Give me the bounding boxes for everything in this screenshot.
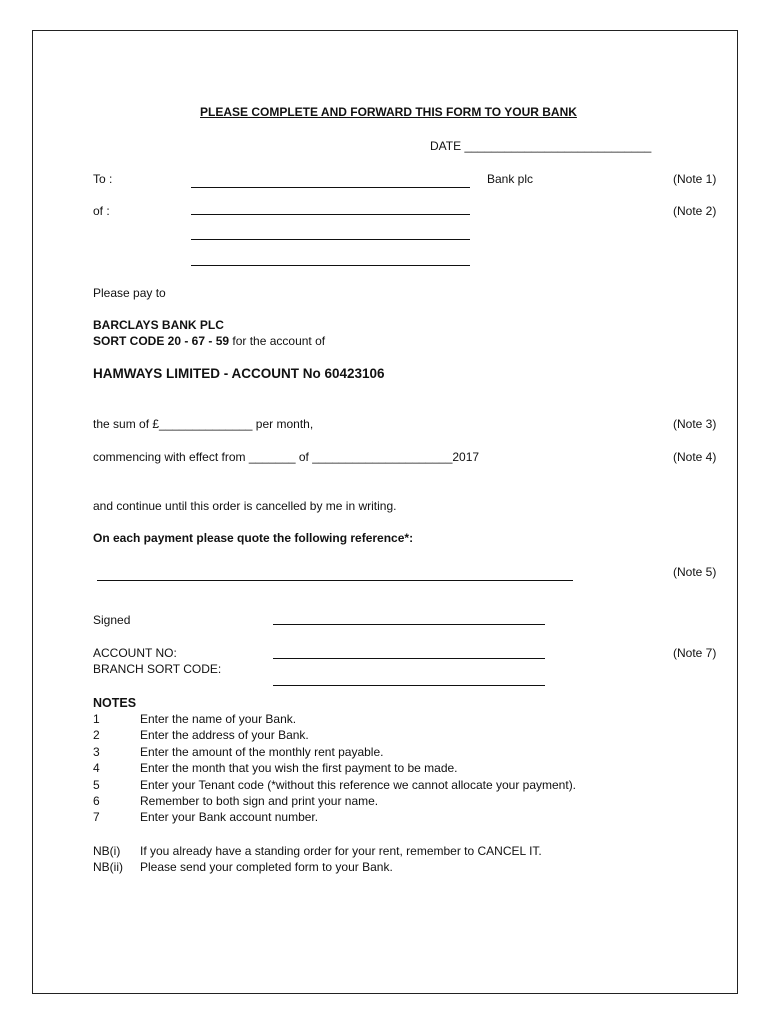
reference-line[interactable] xyxy=(97,580,573,581)
note-text: Remember to both sign and print your name. xyxy=(140,794,379,808)
note-text: Enter your Bank account number. xyxy=(140,810,319,824)
to-label: To : xyxy=(93,172,113,186)
note-text: Enter your Tenant code (*without this reference we cannot allocate your payment). xyxy=(140,778,577,792)
note-number: 7 xyxy=(93,810,100,824)
please-pay-label: Please pay to xyxy=(93,286,166,300)
form-title: PLEASE COMPLETE AND FORWARD THIS FORM TO YOUR BANK xyxy=(200,105,577,119)
for-account-text: for the account of xyxy=(229,334,326,348)
sum-line[interactable]: the sum of £______________ per month, xyxy=(93,417,314,431)
account-name: HAMWAYS LIMITED - ACCOUNT No 60423106 xyxy=(93,366,385,381)
note-text: Enter the name of your Bank. xyxy=(140,712,297,726)
note-text: Enter the amount of the monthly rent payable. xyxy=(140,745,384,759)
sort-code-line xyxy=(93,334,325,348)
signed-label: Signed xyxy=(93,613,131,627)
bank-suffix: Bank plc xyxy=(487,172,534,186)
bank-address-line-2[interactable] xyxy=(191,239,470,240)
note-number: 6 xyxy=(93,794,100,808)
account-no-label: ACCOUNT NO: xyxy=(93,646,177,660)
note-5: (Note 5) xyxy=(673,565,717,579)
note-7: (Note 7) xyxy=(673,646,717,660)
payee-bank: BARCLAYS BANK PLC xyxy=(93,318,224,332)
branch-sort-line[interactable] xyxy=(273,685,545,686)
reference-heading: On each payment please quote the following reference*: xyxy=(93,531,414,545)
note-number: 1 xyxy=(93,712,100,726)
bank-address-line-3[interactable] xyxy=(191,265,470,266)
note-number: 2 xyxy=(93,728,100,742)
note-3: (Note 3) xyxy=(673,417,717,431)
continue-text: and continue until this order is cancelled by me in writing. xyxy=(93,499,397,513)
note-text: Enter the address of your Bank. xyxy=(140,728,309,742)
account-no-line[interactable] xyxy=(273,658,545,659)
note-number: 4 xyxy=(93,761,100,775)
note-1: (Note 1) xyxy=(673,172,717,186)
date-field-label[interactable]: DATE ____________________________ xyxy=(430,139,652,153)
notes-heading: NOTES xyxy=(93,696,137,710)
nb-number: NB(ii) xyxy=(93,860,123,874)
commencing-line[interactable]: commencing with effect from _______ of _____________________2017 xyxy=(93,450,480,464)
note-text: Enter the month that you wish the first payment to be made. xyxy=(140,761,458,775)
note-number: 3 xyxy=(93,745,100,759)
nb-number: NB(i) xyxy=(93,844,121,858)
sort-code: SORT CODE 20 - 67 - 59 xyxy=(93,334,230,348)
bank-name-line[interactable] xyxy=(191,187,470,188)
note-4: (Note 4) xyxy=(673,450,717,464)
note-2: (Note 2) xyxy=(673,204,717,218)
note-number: 5 xyxy=(93,778,100,792)
signature-line[interactable] xyxy=(273,624,545,625)
nb-text: If you already have a standing order for your rent, remember to CANCEL IT. xyxy=(140,844,542,858)
branch-sort-label: BRANCH SORT CODE: xyxy=(93,662,222,676)
of-label: of : xyxy=(93,204,110,218)
bank-address-line-1[interactable] xyxy=(191,214,470,215)
nb-text: Please send your completed form to your Bank. xyxy=(140,860,393,874)
